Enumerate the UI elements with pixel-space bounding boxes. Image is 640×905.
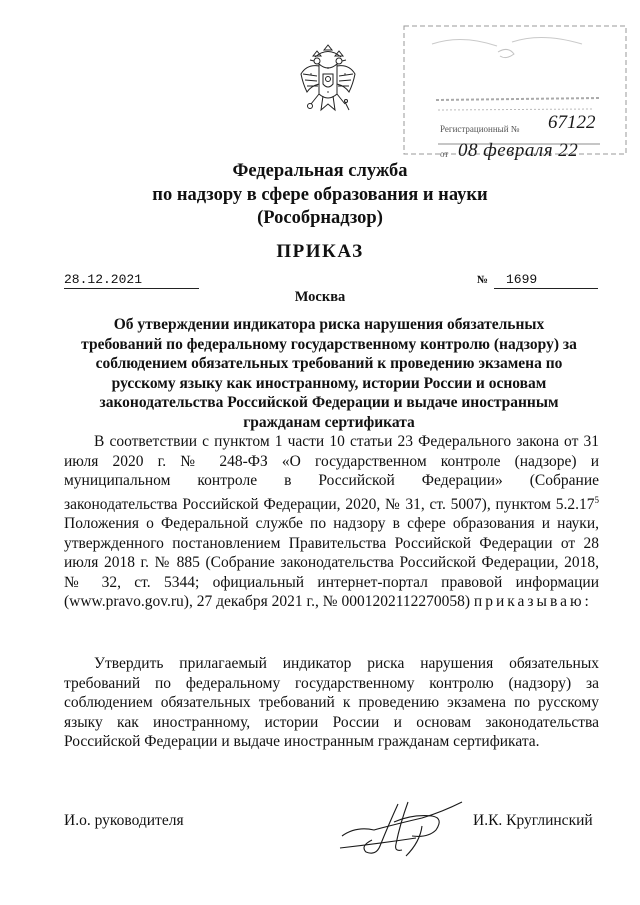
organization-line-1: Федеральная служба <box>232 161 408 181</box>
paragraph-approve <box>64 654 599 752</box>
signatory-position: И.о. руководителя <box>64 812 184 829</box>
number-sign: № <box>477 274 489 286</box>
stamp-registration-number: 67122 <box>548 112 596 133</box>
signatory-name: И.К. Круглинский <box>473 812 593 829</box>
stamp-date-value: 08 февраля 22 <box>458 140 579 161</box>
order-number: 1699 <box>494 272 598 289</box>
organization-line-2: по надзору в сфере образования и науки <box>152 184 488 205</box>
stamp-registration-label: Регистрационный № <box>440 124 520 134</box>
order-subject: Об утверждении индикатора риска нарушения обязательных требований по федеральному государственному контролю (надзору) за соблюдением обязательных требований к проведению экзамена по русскому языку как иностранному, истории России и основам законодательства Российской Федерации и выдаче иностранным гражданам сертификата <box>81 316 577 431</box>
approve-text: Утвердить прилагаемый индикатор риска нарушения обязательных требований по федеральному государственному контролю (надзору) за соблюдением обязательных требований к проведению экзамена по русскому языку как иностранному, истории России и основам законодательства Российской Федерации и выдаче иностранным гражданам сертификата. <box>64 655 599 750</box>
paragraph-legal-basis <box>64 432 599 612</box>
city: Москва <box>294 289 346 305</box>
coat-of-arms-emblem <box>297 44 359 122</box>
organization-title <box>100 160 540 231</box>
order-date: 28.12.2021 <box>64 272 199 289</box>
legal-basis-text-a: В соответствии с пунктом 1 части 10 статьи 23 Федерального закона от 31 июля 2020 г. № 248-ФЗ «О государственном контроле (надзоре) и муниципальном контроле в Российской Федерации» (Собрание законодательства Российской Федерации, 2020, № 31, ст. 5007), пунктом 5.2.17 <box>64 433 599 513</box>
handwritten-signature <box>336 796 466 864</box>
order-word: приказываю: <box>473 593 592 611</box>
stamp-date-label: от <box>440 149 449 159</box>
document-type: ПРИКАЗ <box>276 241 364 262</box>
footnote-superscript: 5 <box>594 494 599 505</box>
legal-basis-text-b: Положения о Федеральной службе по надзору в сфере образования и науки, утвержденного постановлением Правительства Российской Федерации от 28 июля 2018 г. № 885 (Собрание законодательства Российской Федерации, 2018, № 32, ст. 5344; официальный интернет-портал правовой информации (www.pravo.gov.ru), 27 декабря 2021 г., № 0001202112270058) <box>64 515 599 611</box>
organization-line-3: (Рособрнадзор) <box>257 208 383 228</box>
